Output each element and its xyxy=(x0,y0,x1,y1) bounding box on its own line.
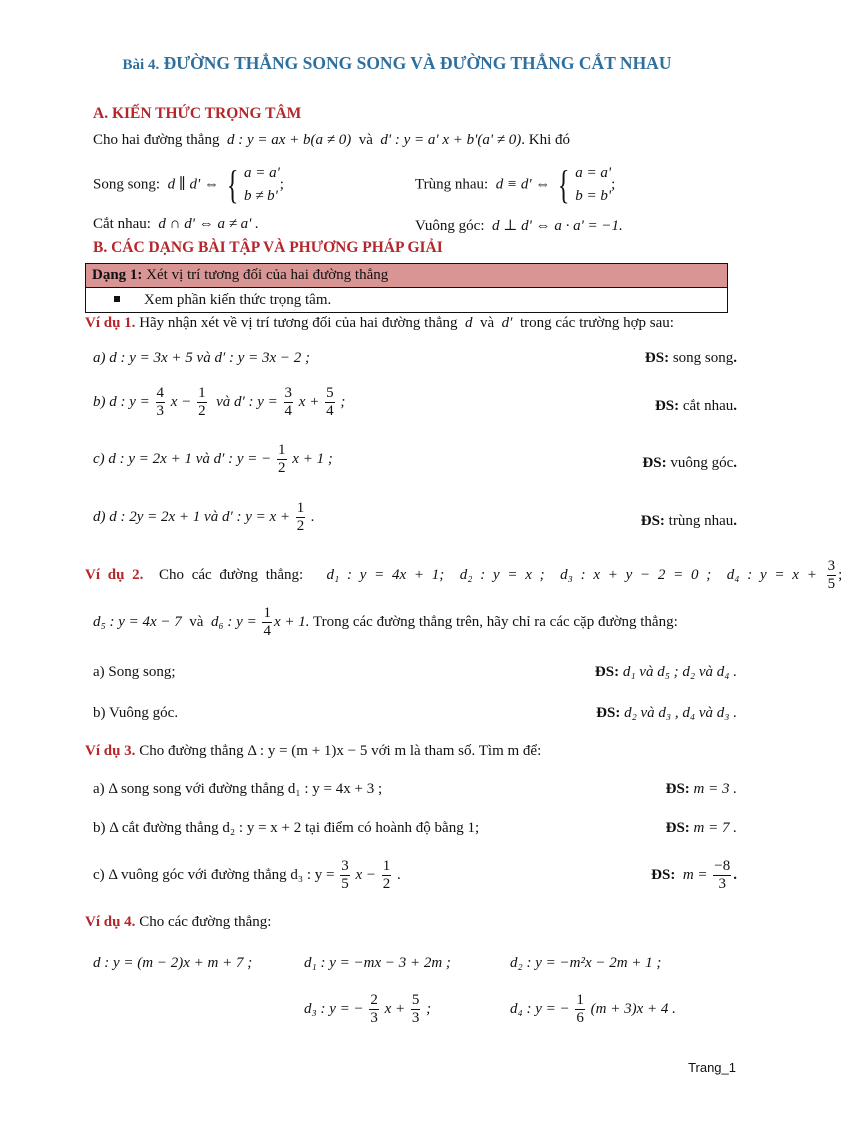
fraction xyxy=(575,992,585,1028)
ds-label: ĐS: xyxy=(644,350,670,366)
vd4-d4-pre: d₄ : y = − xyxy=(510,1001,570,1018)
vd2-line2 xyxy=(93,605,678,641)
fraction xyxy=(325,385,335,421)
frac-num: 3 xyxy=(284,385,294,403)
vd1-a-ans: song song xyxy=(672,350,734,366)
vd2-text: Cho các đường thẳng: xyxy=(158,567,304,584)
fraction xyxy=(284,385,294,421)
fraction xyxy=(713,858,731,894)
dang1-box xyxy=(85,263,728,313)
coincide-cond-1: a = a' xyxy=(575,165,612,181)
frac-den: 2 xyxy=(278,460,286,477)
coincide-cond-2: b = b' xyxy=(575,188,612,205)
coincide-rule: Trùng nhau: d ≡ d' ⇔ { a = a' b = b' ; xyxy=(415,162,616,208)
coincide-label: Trùng nhau: xyxy=(415,176,489,193)
vd1-b-mid2: và d′ : y = xyxy=(216,394,278,411)
fraction xyxy=(411,992,421,1028)
parallel-cond-1: a = a' xyxy=(243,165,280,181)
dang1-title: Xét vị trí tương đối của hai đường thẳng xyxy=(146,267,389,283)
vd2-d1: d₁ : y = 4x + 1; xyxy=(326,567,445,584)
vd2-b-ans: d₂ và d₃ , d₄ và d₃ . xyxy=(624,705,737,721)
vd3-a-answer xyxy=(666,781,737,798)
vd2-d6-end: x + 1. xyxy=(273,614,310,631)
vd3-a: a) Δ song song với đường thẳng d₁ : y = 4x + 3 ; xyxy=(93,781,383,797)
frac-num: 1 xyxy=(575,992,585,1010)
vd2-a-ans: d₁ và d₅ ; d₂ và d₄ . xyxy=(622,664,737,680)
vd4-d2: d₂ : y = −m²x − 2m + 1 ; xyxy=(510,955,662,971)
fraction xyxy=(827,558,837,594)
vd2-d4-pre: d₄ : y = x + xyxy=(726,567,817,584)
intro-text: Cho hai đường thẳng xyxy=(93,132,220,148)
vd1-label: Ví dụ 1. xyxy=(85,315,136,331)
frac-num: 1 xyxy=(262,605,272,623)
ds-label: ĐS: xyxy=(594,664,620,680)
vd1-d xyxy=(93,500,315,536)
vd2-d6-pre: d₆ : y = xyxy=(210,614,257,631)
parallel-rule: Song song: d ∥ d' ⇔ { a = a' b ≠ b' ; xyxy=(93,162,284,208)
vd1-b-mid3: x + xyxy=(298,394,320,411)
vd1-d-ans: trùng nhau xyxy=(668,513,734,529)
vd3-c-pre: c) Δ vuông góc với đường thẳng d₃ : y = xyxy=(93,867,335,884)
vd1-b-mid1: x − xyxy=(170,394,192,411)
vd1-d-end: . xyxy=(311,509,315,526)
intersect-label: Cắt nhau: xyxy=(93,216,151,232)
frac-den: 4 xyxy=(284,403,293,420)
vd2-label: Ví dụ 2. xyxy=(85,567,144,584)
ds-label: ĐS: xyxy=(640,513,665,529)
vd4-d3-mid: x + xyxy=(384,1001,406,1018)
vd1-b-pre: b) d : y = xyxy=(93,394,150,411)
parallel-expr: d ∥ d' ⇔ xyxy=(167,176,219,193)
vd2-d2: d₂ : y = x ; xyxy=(459,567,545,584)
vd3-b: b) Δ cắt đường thẳng d₂ : y = x + 2 tại điểm có hoành độ bằng 1; xyxy=(93,820,480,836)
title-main: ĐƯỜNG THẲNG SONG SONG VÀ ĐƯỜNG THẲNG CẮT NHAU xyxy=(163,53,672,73)
dang1-label: Dạng 1: xyxy=(92,267,143,283)
dang1-bullet-row xyxy=(86,288,727,312)
vd1-b-ans: cắt nhau xyxy=(682,398,734,414)
vd3-intro xyxy=(85,743,541,760)
intersect-expr: d ∩ d' ⇔ a ≠ a' . xyxy=(158,216,259,232)
ds-label: ĐS: xyxy=(642,455,667,471)
frac-den: 2 xyxy=(198,403,206,420)
ds-label: ĐS: xyxy=(665,781,690,797)
dang1-bullet: Xem phần kiến thức trọng tâm. xyxy=(144,292,332,308)
fraction xyxy=(277,442,287,478)
vd2-and: và xyxy=(189,614,204,631)
frac-num: 5 xyxy=(325,385,335,403)
vd2-intro xyxy=(85,558,842,594)
vd1-text-b: trong các trường hợp sau: xyxy=(519,315,674,331)
vd2-b-answer xyxy=(596,705,737,722)
intro-and: và xyxy=(358,132,373,148)
vd4-d1: d₁ : y = −mx − 3 + 2m ; xyxy=(304,955,451,971)
vd1-and: và xyxy=(480,315,495,331)
frac-den: 3 xyxy=(370,1010,378,1027)
vd1-b-end: ; xyxy=(340,394,346,411)
frac-den: 4 xyxy=(326,403,334,420)
fraction xyxy=(197,385,207,421)
vd3-b-ans: m = 7 . xyxy=(693,820,737,836)
vd1-c-answer: ĐS: vuông góc. xyxy=(642,455,737,471)
vd3-a-ans: m = 3 . xyxy=(693,781,737,797)
vd4-d3-end: ; xyxy=(426,1001,432,1018)
vd4-d3 xyxy=(304,992,431,1028)
vd3-b-answer xyxy=(666,820,737,837)
fraction xyxy=(369,992,379,1028)
fraction xyxy=(296,500,306,536)
vd3-text: Cho đường thẳng Δ : y = (m + 1)x − 5 với m là tham số. Tìm m để: xyxy=(139,743,542,759)
frac-num: 1 xyxy=(277,442,287,460)
vd1-intro xyxy=(85,315,674,332)
vd4-d4-end: (m + 3)x + 4 . xyxy=(590,1001,676,1018)
vd1-c-end: x + 1 ; xyxy=(292,451,333,468)
perp-rule xyxy=(415,216,623,235)
frac-den: 6 xyxy=(576,1010,584,1027)
coincide-expr: d ≡ d' ⇔ xyxy=(495,176,551,193)
vd4-label: Ví dụ 4. xyxy=(85,914,136,930)
frac-num: 3 xyxy=(827,558,837,576)
vd2-d5: d₅ : y = 4x − 7 xyxy=(93,614,182,631)
fraction xyxy=(262,605,272,641)
vd4-text: Cho các đường thẳng: xyxy=(139,914,272,930)
intersect-rule xyxy=(93,216,259,233)
frac-den: 2 xyxy=(296,518,305,535)
vd4-d4 xyxy=(510,992,676,1028)
frac-den: 3 xyxy=(156,403,165,420)
frac-den: 5 xyxy=(827,576,836,593)
frac-num: 1 xyxy=(296,500,306,518)
frac-den: 2 xyxy=(382,876,391,893)
vd1-c-pre: c) d : y = 2x + 1 và d′ : y = − xyxy=(93,451,272,468)
vd3-c-answer xyxy=(651,858,737,894)
vd2-b: b) Vuông góc. xyxy=(93,705,179,721)
vd2-a-answer xyxy=(595,664,737,681)
vd1-d: d xyxy=(465,315,473,331)
vd1-c xyxy=(93,442,333,478)
fraction xyxy=(382,858,392,894)
intro-line-d2: d' : y = a' x + b'(a' ≠ 0) xyxy=(380,132,522,148)
frac-den: 3 xyxy=(411,1010,420,1027)
frac-num: 3 xyxy=(340,858,350,876)
ds-label: ĐS: xyxy=(596,705,621,721)
vd2-tail: Trong các đường thẳng trên, hãy chỉ ra các cặp đường thẳng: xyxy=(312,614,678,631)
perp-label: Vuông góc: xyxy=(415,218,485,234)
vd3-c-ans-end: . xyxy=(733,867,737,884)
vd3-c-end: . xyxy=(397,867,401,884)
ds-label: ĐS: xyxy=(665,820,690,836)
title-lead: Bài 4. xyxy=(122,57,160,73)
parallel-system: { a = a' b ≠ b' xyxy=(226,162,280,208)
coincide-system: { a = a' b = b' xyxy=(557,162,612,208)
vd1-a-answer: ĐS: song song. xyxy=(644,350,737,366)
vd1-text-a: Hãy nhận xét về vị trí tương đối của hai đường thẳng xyxy=(139,315,458,331)
ds-label: ĐS: xyxy=(651,867,676,884)
vd1-b xyxy=(93,385,345,421)
vd3-label: Ví dụ 3. xyxy=(85,743,136,759)
frac-num: 5 xyxy=(411,992,421,1010)
vd4-d: d : y = (m − 2)x + m + 7 ; xyxy=(93,955,253,971)
ds-label: ĐS: xyxy=(654,398,680,414)
vd1-d2: d′ xyxy=(501,315,513,331)
fraction xyxy=(340,858,350,894)
dang1-header xyxy=(86,264,727,288)
fraction xyxy=(156,385,166,421)
frac-den: 5 xyxy=(341,876,349,893)
frac-num: −8 xyxy=(713,858,731,876)
vd1-a: a) d : y = 3x + 5 và d′ : y = 3x − 2 ; xyxy=(93,350,311,366)
frac-num: 1 xyxy=(382,858,392,876)
parallel-label: Song song: xyxy=(93,176,161,193)
vd3-c-ans-pre: m = xyxy=(682,867,708,884)
vd4-d3-pre: d₃ : y = − xyxy=(304,1001,364,1018)
vd1-c-ans: vuông góc xyxy=(670,455,734,471)
section-a-intro xyxy=(93,132,570,149)
perp-expr: d ⊥ d' ⇔ a · a' = −1. xyxy=(492,218,623,234)
vd3-c xyxy=(93,858,401,894)
vd1-d-pre: d) d : 2y = 2x + 1 và d′ : y = x + xyxy=(93,509,291,526)
frac-den: 4 xyxy=(263,623,271,640)
parallel-cond-2: b ≠ b' xyxy=(243,188,278,205)
vd3-c-mid: x − xyxy=(355,867,377,884)
page-title xyxy=(0,53,794,74)
vd2-d4-end: ; xyxy=(838,567,842,584)
vd1-d-answer: ĐS: trùng nhau. xyxy=(640,513,737,529)
frac-num: 4 xyxy=(156,385,166,403)
frac-num: 2 xyxy=(369,992,379,1010)
intro-line-d: d : y = ax + b(a ≠ 0) xyxy=(226,132,352,148)
page-number: Trang_1 xyxy=(688,1060,736,1075)
vd2-a: a) Song song; xyxy=(93,664,176,680)
section-a-heading: A. KIẾN THỨC TRỌNG TÂM xyxy=(93,105,302,122)
vd1-b-answer: ĐS: cắt nhau. xyxy=(654,398,737,414)
intro-post: . Khi đó xyxy=(521,132,571,148)
frac-den: 3 xyxy=(718,876,727,893)
vd2-d3: d₃ : x + y − 2 = 0 ; xyxy=(560,567,712,584)
vd4-intro xyxy=(85,914,271,931)
section-b-heading: B. CÁC DẠNG BÀI TẬP VÀ PHƯƠNG PHÁP GIẢI xyxy=(93,239,443,256)
frac-num: 1 xyxy=(197,385,207,403)
bullet-square-icon xyxy=(114,296,120,302)
